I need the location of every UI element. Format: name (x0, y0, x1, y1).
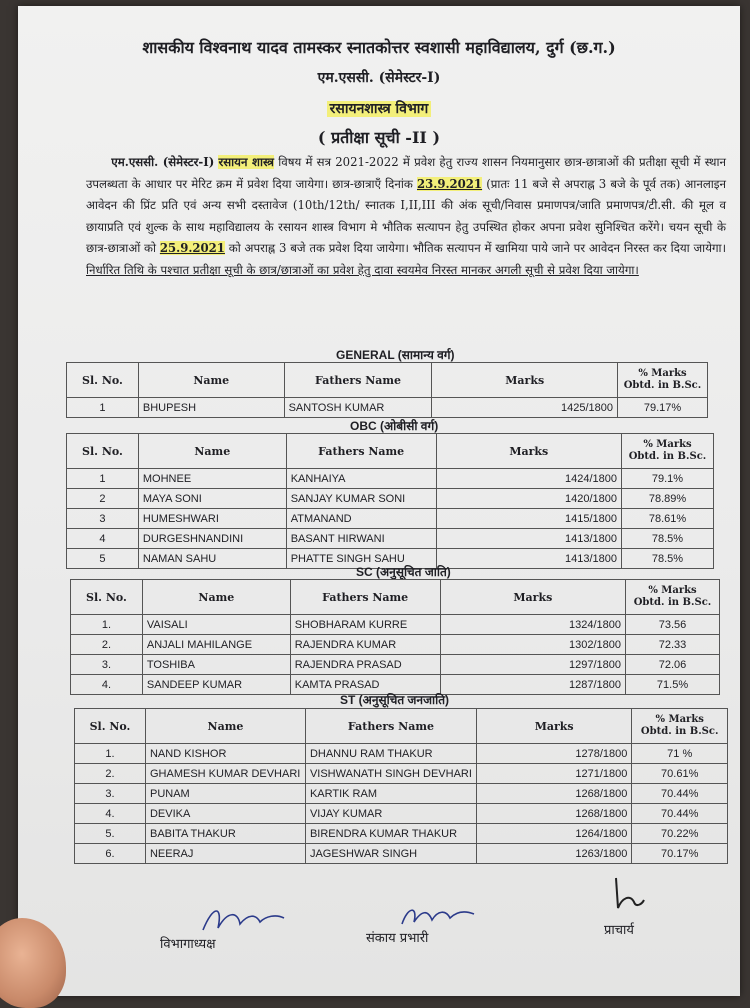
col-sl: Sl. No. (71, 580, 143, 615)
department-highlight: रसायनशास्त्र विभाग (327, 101, 432, 117)
notice-paragraph (86, 152, 726, 281)
hod-signature-label: विभागाध्यक्ष (160, 937, 216, 952)
cell-father: SHOBHARAM KURRE (290, 615, 440, 635)
cell-percent: 79.1% (622, 469, 714, 489)
cell-father: RAJENDRA PRASAD (290, 655, 440, 675)
col-percent: % Marks Obtd. in B.Sc. (617, 363, 707, 398)
cell-father: BASANT HIRWANI (286, 529, 436, 549)
cell-percent: 78.89% (622, 489, 714, 509)
table-row (71, 615, 720, 635)
cell-name: MAYA SONI (138, 489, 286, 509)
notice-date-1: 23.9.2021 (417, 176, 483, 191)
cell-percent: 70.61% (632, 764, 728, 784)
cell-father: VISHWANATH SINGH DEVHARI (305, 764, 476, 784)
obc-table (66, 433, 714, 569)
col-name: Name (138, 434, 286, 469)
cell-name: DURGESHNANDINI (138, 529, 286, 549)
cell-sl: 4 (67, 529, 139, 549)
col-father: Fathers Name (290, 580, 440, 615)
col-name: Name (142, 580, 290, 615)
col-marks: Marks (476, 709, 631, 744)
col-father: Fathers Name (286, 434, 436, 469)
col-percent: % Marks Obtd. in B.Sc. (626, 580, 720, 615)
department-title (18, 99, 740, 118)
cell-sl: 4. (71, 675, 143, 695)
table-header-row (75, 709, 728, 744)
cell-sl: 1. (71, 615, 143, 635)
col-sl: Sl. No. (67, 363, 139, 398)
col-sl: Sl. No. (67, 434, 139, 469)
cell-sl: 3. (75, 784, 146, 804)
cell-marks: 1268/1800 (476, 804, 631, 824)
cell-marks: 1264/1800 (476, 824, 631, 844)
notice-text-1: विषय में सत्र 2021-2022 में प्रवेश हेतु राज्य शासन नियमानुसार छात्र-छात्राओं की प्रतीक्षा सूची में स्थान उपलब्धता के आधार पर मेरिट क्रम में प्रवेश दिया जायेगा। छात्र-छात्राएँ दिनांक (86, 155, 726, 191)
cell-name: BHUPESH (138, 398, 284, 418)
notice-text-4: निर्धारित तिथि के पश्चात प्रतीक्षा सूची के छात्र/छात्राओं का प्रवेश हेतु दावा स्वयमेव निरस्त मानकर अगली सूची से प्रवेश दिया जायेगा। (86, 262, 639, 277)
st-table (74, 708, 728, 864)
table-row (71, 655, 720, 675)
table-row (75, 764, 728, 784)
cell-marks: 1278/1800 (476, 744, 631, 764)
sc-table (70, 579, 720, 695)
cell-sl: 1 (67, 398, 139, 418)
col-father: Fathers Name (305, 709, 476, 744)
cell-percent: 78.5% (622, 529, 714, 549)
general-table (66, 362, 708, 418)
general-section-title: GENERAL (सामान्य वर्ग) (336, 348, 455, 362)
class-title: एम.एससी. (सेमेस्टर-I) (317, 70, 441, 86)
table-header-row (67, 363, 708, 398)
sc-section-title: SC (अनुसूचित जाति) (356, 565, 451, 579)
notice-class: एम.एससी. (सेमेस्टर-I) (111, 155, 215, 169)
waiting-list-title: ( प्रतीक्षा सूची -II ) (317, 128, 441, 147)
cell-sl: 6. (75, 844, 146, 864)
cell-father: KARTIK RAM (305, 784, 476, 804)
cell-father: DHANNU RAM THAKUR (305, 744, 476, 764)
col-marks: Marks (440, 580, 625, 615)
table-row (75, 844, 728, 864)
col-percent: % Marks Obtd. in B.Sc. (632, 709, 728, 744)
cell-marks: 1324/1800 (440, 615, 625, 635)
cell-percent: 72.33 (626, 635, 720, 655)
cell-percent: 70.17% (632, 844, 728, 864)
cell-marks: 1268/1800 (476, 784, 631, 804)
table-header-row (71, 580, 720, 615)
cell-marks: 1424/1800 (436, 469, 621, 489)
principal-signature-scribble (608, 874, 648, 918)
cell-sl: 2. (71, 635, 143, 655)
cell-name: SANDEEP KUMAR (142, 675, 290, 695)
table-row (71, 635, 720, 655)
cell-sl: 2. (75, 764, 146, 784)
cell-name: ANJALI MAHILANGE (142, 635, 290, 655)
col-sl: Sl. No. (75, 709, 146, 744)
principal-signature-label: प्राचार्य (604, 923, 634, 938)
cell-name: PUNAM (145, 784, 305, 804)
table-row (75, 824, 728, 844)
table-row (67, 469, 714, 489)
table-row (75, 784, 728, 804)
cell-marks: 1297/1800 (440, 655, 625, 675)
obc-section-title: OBC (ओबीसी वर्ग) (350, 419, 439, 433)
table-row (75, 744, 728, 764)
cell-name: BABITA THAKUR (145, 824, 305, 844)
col-percent: % Marks Obtd. in B.Sc. (622, 434, 714, 469)
cell-name: VAISALI (142, 615, 290, 635)
cell-marks: 1271/1800 (476, 764, 631, 784)
cell-father: SANJAY KUMAR SONI (286, 489, 436, 509)
college-name: शासकीय विश्वनाथ यादव तामस्कर स्नातकोत्तर स्वशासी महाविद्यालय, दुर्ग (छ.ग.) (142, 38, 616, 57)
table-row (67, 489, 714, 509)
notice-date-2: 25.9.2021 (159, 241, 225, 255)
cell-marks: 1413/1800 (436, 529, 621, 549)
cell-percent: 78.61% (622, 509, 714, 529)
table-row (67, 529, 714, 549)
table-row (67, 509, 714, 529)
cell-percent: 70.44% (632, 784, 728, 804)
cell-father: PHATTE SINGH SAHU (286, 549, 436, 569)
cell-father: KANHAIYA (286, 469, 436, 489)
cell-percent: 71.5% (626, 675, 720, 695)
notice-subject: रसायन शास्त्र (218, 155, 274, 169)
cell-name: MOHNEE (138, 469, 286, 489)
cell-percent: 79.17% (617, 398, 707, 418)
st-section-title: ST (अनुसूचित जनजाति) (340, 693, 450, 707)
cell-percent: 78.5% (622, 549, 714, 569)
cell-name: TOSHIBA (142, 655, 290, 675)
notice-text-3: को अपराह्न 3 बजे तक प्रवेश दिया जायेगा। भौतिक सत्यापन में खामिया पाये जाने पर आवेदन निरस्त कर दिया जायेगा। (228, 241, 727, 255)
cell-name: DEVIKA (145, 804, 305, 824)
cell-sl: 3. (71, 655, 143, 675)
cell-sl: 1. (75, 744, 146, 764)
cell-sl: 1 (67, 469, 139, 489)
cell-father: JAGESHWAR SINGH (305, 844, 476, 864)
cell-father: ATMANAND (286, 509, 436, 529)
cell-marks: 1302/1800 (440, 635, 625, 655)
cell-marks: 1425/1800 (432, 398, 618, 418)
cell-father: RAJENDRA KUMAR (290, 635, 440, 655)
cell-percent: 73.56 (626, 615, 720, 635)
notice-paper (18, 6, 740, 996)
cell-marks: 1420/1800 (436, 489, 621, 509)
table-row (67, 398, 708, 418)
notice-text-2: (प्रातः 11 बजे से अपराह्न 3 बजे के पूर्व तक) आनलाइन आवेदन की प्रिंट प्रति एवं अन्य सभी दस्तावेज (10th/12th/ स्नातक I,II,III की अंक सूची/निवास प्रमाणपत्र/जाति प्रमाणपत्र/टी.सी. की मूल व छायाप्रति एवं शुल्क के साथ महाविद्यालय के रसायन शास्त्र विभाग मे भौतिक सत्यापन हेतु उपस्थित होकर अपना प्रवेश सुनिश्चित करेंगे। चयन सूची के छात्र-छात्राओं को (86, 176, 727, 255)
col-name: Name (145, 709, 305, 744)
col-marks: Marks (432, 363, 618, 398)
cell-name: HUMESHWARI (138, 509, 286, 529)
cell-percent: 70.22% (632, 824, 728, 844)
col-marks: Marks (436, 434, 621, 469)
cell-father: BIRENDRA KUMAR THAKUR (305, 824, 476, 844)
col-name: Name (138, 363, 284, 398)
cell-marks: 1413/1800 (436, 549, 621, 569)
cell-sl: 4. (75, 804, 146, 824)
cell-percent: 72.06 (626, 655, 720, 675)
cell-sl: 2 (67, 489, 139, 509)
cell-marks: 1415/1800 (436, 509, 621, 529)
faculty-signature-label: संकाय प्रभारी (366, 931, 429, 946)
cell-name: NAMAN SAHU (138, 549, 286, 569)
cell-father: VIJAY KUMAR (305, 804, 476, 824)
cell-name: NAND KISHOR (145, 744, 305, 764)
table-row (75, 804, 728, 824)
cell-sl: 3 (67, 509, 139, 529)
cell-percent: 71 % (632, 744, 728, 764)
cell-father: SANTOSH KUMAR (284, 398, 432, 418)
col-father: Fathers Name (284, 363, 432, 398)
cell-father: KAMTA PRASAD (290, 675, 440, 695)
cell-percent: 70.44% (632, 804, 728, 824)
cell-marks: 1263/1800 (476, 844, 631, 864)
cell-marks: 1287/1800 (440, 675, 625, 695)
table-header-row (67, 434, 714, 469)
cell-sl: 5 (67, 549, 139, 569)
cell-name: NEERAJ (145, 844, 305, 864)
cell-sl: 5. (75, 824, 146, 844)
cell-name: GHAMESH KUMAR DEVHARI (145, 764, 305, 784)
